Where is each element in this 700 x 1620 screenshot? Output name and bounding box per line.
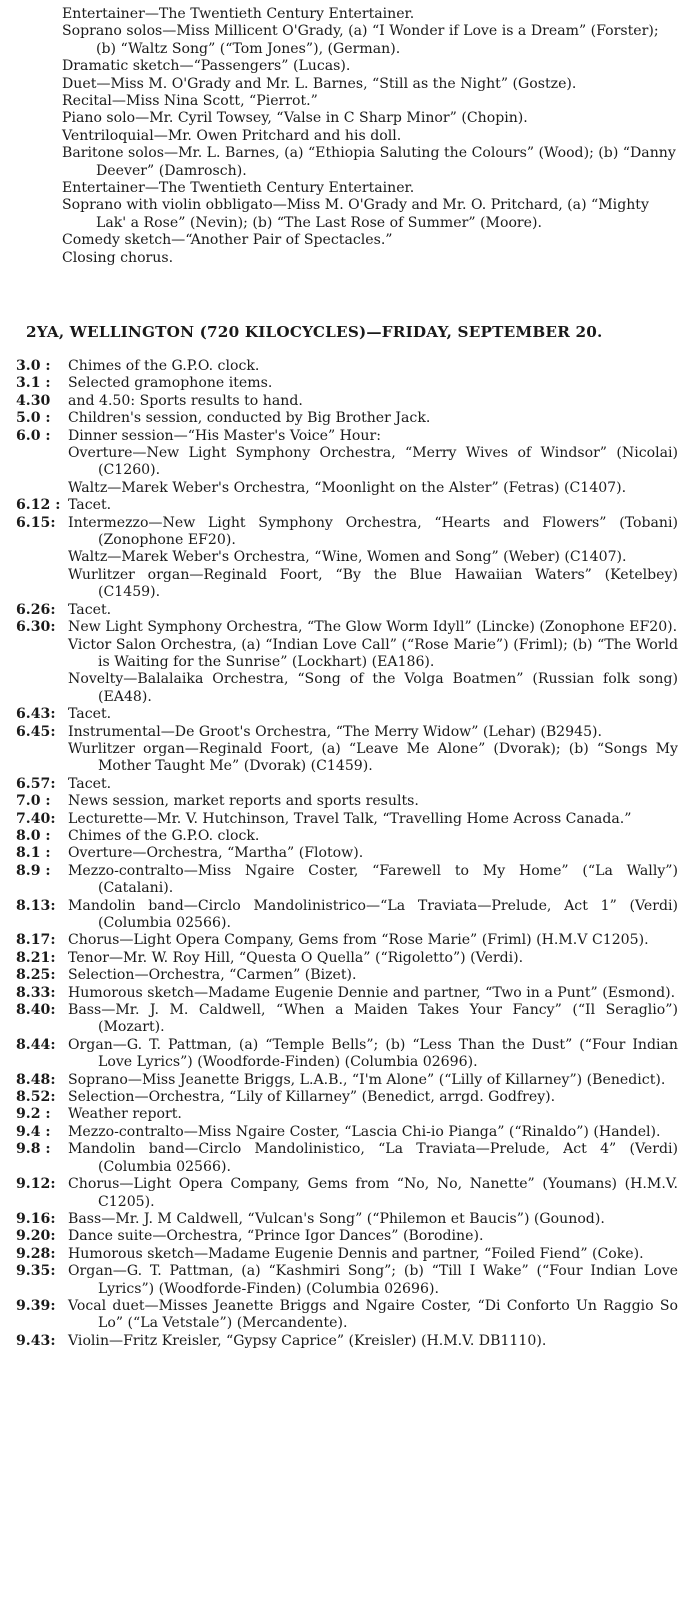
schedule-time: 6.45: xyxy=(16,723,56,740)
schedule-row xyxy=(0,950,700,967)
schedule-text: Overture—New Light Symphony Orchestra, “Merry Wives of Windsor” (Nicolai) (C1260). xyxy=(68,445,678,479)
schedule-row xyxy=(0,1298,700,1333)
schedule-list xyxy=(0,358,700,1350)
schedule-row xyxy=(0,1176,700,1211)
schedule-row xyxy=(0,410,700,427)
schedule-row xyxy=(0,741,700,776)
schedule-time: 8.33: xyxy=(16,984,56,1001)
schedule-text: Selected gramophone items. xyxy=(68,375,273,392)
schedule-text: Tenor—Mr. W. Roy Hill, “Questa O Quella” (“Rigoletto”) (Verdi). xyxy=(68,949,524,966)
schedule-time: 8.48: xyxy=(16,1071,56,1088)
schedule-text: Violin—Fritz Kreisler, “Gypsy Caprice” (Kreisler) (H.M.V. DB1110). xyxy=(68,1332,547,1349)
schedule-text: News session, market reports and sports results. xyxy=(68,793,419,810)
schedule-text: Humorous sketch—Madame Eugenie Dennis and partner, “Foiled Fiend” (Coke). xyxy=(68,1245,644,1262)
schedule-text: Instrumental—De Groot's Orchestra, “The Merry Widow” (Lehar) (B2945). xyxy=(68,723,603,740)
schedule-text: Vocal duet—Misses Jeanette Briggs and Ngaire Coster, “Di Conforto Un Raggio So Lo” (“La Vetstale”) (Mercandente). xyxy=(68,1297,678,1332)
schedule-row xyxy=(0,724,700,741)
schedule-text: Humorous sketch—Madame Eugenie Dennie and partner, “Two in a Punt” (Esmond). xyxy=(68,984,676,1001)
schedule-row xyxy=(0,1124,700,1141)
programme-item: Piano solo—Mr. Cyril Towsey, “Valse in C Sharp Minor” (Chopin). xyxy=(62,110,528,127)
schedule-row xyxy=(0,602,700,619)
schedule-time: 9.4 : xyxy=(16,1123,51,1140)
schedule-row xyxy=(0,811,700,828)
schedule-time: 8.25: xyxy=(16,967,56,984)
station-heading: 2YA, WELLINGTON (720 KILOCYCLES)—FRIDAY, SEPTEMBER 20. xyxy=(26,323,603,341)
schedule-time: 3.1 : xyxy=(16,375,51,392)
schedule-row xyxy=(0,828,700,845)
schedule-row xyxy=(0,845,700,862)
schedule-row xyxy=(0,1106,700,1123)
schedule-text: Overture—Orchestra, “Martha” (Flotow). xyxy=(68,845,364,862)
schedule-text: Tacet. xyxy=(68,601,112,618)
schedule-row xyxy=(0,1211,700,1228)
schedule-row xyxy=(0,1228,700,1245)
schedule-row xyxy=(0,1037,700,1072)
schedule-row xyxy=(0,358,700,375)
schedule-row xyxy=(0,1246,700,1263)
schedule-time: 9.43: xyxy=(16,1332,56,1349)
schedule-time: 6.15: xyxy=(16,514,56,531)
programme-item: Closing chorus. xyxy=(62,249,174,266)
schedule-text: New Light Symphony Orchestra, “The Glow Worm Idyll” (Lincke) (Zonophone EF20). xyxy=(68,619,678,636)
schedule-time: 4.30 xyxy=(16,392,51,409)
schedule-text: Mandolin band—Circlo Mandolinistrico—“La Traviata—Prelude, Act 1” (Verdi) (Columbia 02566). xyxy=(68,897,678,931)
schedule-row xyxy=(0,480,700,497)
schedule-text: Tacet. xyxy=(68,497,112,514)
schedule-time: 6.57: xyxy=(16,775,56,792)
schedule-text: Dinner session—“His Master's Voice” Hour: xyxy=(68,427,381,444)
schedule-text: Tacet. xyxy=(68,775,112,792)
schedule-row xyxy=(0,967,700,984)
schedule-time: 9.8 : xyxy=(16,1141,51,1158)
schedule-row xyxy=(0,637,700,672)
programme-item: Soprano with violin obbligato—Miss M. O'Grady and Mr. O. Pritchard, (a) “Mighty Lak' a Rose” (Nevin); (b) “The Last Rose of Summer” (Moore). xyxy=(62,197,649,231)
schedule-text: Tacet. xyxy=(68,706,112,723)
schedule-row xyxy=(0,671,700,706)
schedule-time: 8.21: xyxy=(16,949,56,966)
schedule-text: Chimes of the G.P.O. clock. xyxy=(68,358,260,374)
schedule-time: 7.40: xyxy=(16,810,56,827)
schedule-time: 9.28: xyxy=(16,1245,56,1262)
programme-item: Duet—Miss M. O'Grady and Mr. L. Barnes, “Still as the Night” (Gostze). xyxy=(62,75,577,92)
schedule-text: Chorus—Light Opera Company, Gems from “No, No, Nanette” (Youmans) (H.M.V. C1205). xyxy=(68,1176,678,1210)
schedule-row xyxy=(0,1141,700,1176)
schedule-row xyxy=(0,793,700,810)
schedule-text: Bass—Mr. J. M Caldwell, “Vulcan's Song” (“Philemon et Baucis”) (Gounod). xyxy=(68,1210,605,1227)
previous-programme-list xyxy=(0,6,700,267)
schedule-row xyxy=(0,497,700,514)
schedule-time: 3.0 : xyxy=(16,358,51,374)
schedule-text: Mandolin band—Circlo Mandolinistico, “La Traviata—Prelude, Act 4” (Verdi) (Columbia 02566). xyxy=(68,1141,678,1175)
schedule-time: 9.12: xyxy=(16,1176,56,1193)
schedule-text: Soprano—Miss Jeanette Briggs, L.A.B., “I'm Alone” (“Lilly of Killarney”) (Benedict). xyxy=(68,1071,666,1088)
schedule-time: 8.9 : xyxy=(16,862,51,879)
schedule-text: Novelty—Balalaika Orchestra, “Song of the Volga Boatmen” (Russian folk song) (EA48). xyxy=(68,671,678,705)
schedule-text: Victor Salon Orchestra, (a) “Indian Love Call” (“Rose Marie”) (Friml); (b) “The World is Waiting for the Sunrise” (Lockhart) (EA186). xyxy=(68,636,678,670)
schedule-time: 6.43: xyxy=(16,706,56,723)
schedule-time: 8.52: xyxy=(16,1089,56,1106)
schedule-row xyxy=(0,1089,700,1106)
schedule-row xyxy=(0,1333,700,1350)
programme-item: Entertainer—The Twentieth Century Entertainer. xyxy=(62,6,415,22)
schedule-row xyxy=(0,619,700,636)
programme-item: Recital—Miss Nina Scott, “Pierrot.” xyxy=(62,93,318,110)
schedule-time: 8.1 : xyxy=(16,845,51,862)
schedule-time: 6.30: xyxy=(16,619,56,636)
schedule-row xyxy=(0,776,700,793)
schedule-row xyxy=(0,515,700,550)
schedule-time: 9.39: xyxy=(16,1297,56,1314)
schedule-row xyxy=(0,428,700,445)
schedule-text: Lecturette—Mr. V. Hutchinson, Travel Talk, “Travelling Home Across Canada.” xyxy=(68,810,632,827)
schedule-row xyxy=(0,898,700,933)
schedule-time: 9.20: xyxy=(16,1228,56,1245)
schedule-text: Wurlitzer organ—Reginald Foort, “By the Blue Hawaiian Waters” (Ketelbey) (C1459). xyxy=(68,566,678,601)
schedule-time: 5.0 : xyxy=(16,410,51,427)
schedule-time: 9.35: xyxy=(16,1263,56,1280)
schedule-row xyxy=(0,567,700,602)
schedule-time: 8.44: xyxy=(16,1036,56,1053)
schedule-time: 9.2 : xyxy=(16,1106,51,1123)
programme-item: Dramatic sketch—“Passengers” (Lucas). xyxy=(62,58,351,75)
schedule-text: Mezzo-contralto—Miss Ngaire Coster, “Lascia Chi-io Pianga” (“Rinaldo”) (Handel). xyxy=(68,1123,661,1140)
schedule-text: Selection—Orchestra, “Carmen” (Bizet). xyxy=(68,967,357,984)
schedule-time: 8.0 : xyxy=(16,827,51,844)
programme-item: Ventriloquial—Mr. Owen Pritchard and his doll. xyxy=(62,127,402,144)
programme-item: Entertainer—The Twentieth Century Entertainer. xyxy=(62,180,415,197)
schedule-row xyxy=(0,375,700,392)
schedule-time: 6.26: xyxy=(16,601,56,618)
schedule-row xyxy=(0,1072,700,1089)
programme-item: Comedy sketch—“Another Pair of Spectacles.” xyxy=(62,232,393,249)
schedule-text: Chimes of the G.P.O. clock. xyxy=(68,827,260,844)
schedule-time: 8.17: xyxy=(16,932,56,949)
schedule-row xyxy=(0,706,700,723)
schedule-row xyxy=(0,932,700,949)
schedule-text: and 4.50: Sports results to hand. xyxy=(68,392,303,409)
schedule-row xyxy=(0,985,700,1002)
schedule-row xyxy=(0,1002,700,1037)
schedule-text: Waltz—Marek Weber's Orchestra, “Moonlight on the Alster” (Fetras) (C1407). xyxy=(68,479,627,496)
schedule-row xyxy=(0,549,700,566)
schedule-text: Bass—Mr. J. M. Caldwell, “When a Maiden Takes Your Fancy” (“Il Seraglio”) (Mozart). xyxy=(68,1002,678,1036)
schedule-text: Wurlitzer organ—Reginald Foort, (a) “Leave Me Alone” (Dvorak); (b) “Songs My Mother Taught Me” (Dvorak) (C1459). xyxy=(68,740,678,775)
programme-item: Baritone solos—Mr. L. Barnes, (a) “Ethiopia Saluting the Colours” (Wood); (b) “Danny Deever” (Damrosch). xyxy=(62,145,676,179)
schedule-row xyxy=(0,445,700,480)
schedule-text: Waltz—Marek Weber's Orchestra, “Wine, Women and Song” (Weber) (C1407). xyxy=(68,549,627,566)
schedule-text: Weather report. xyxy=(68,1106,182,1123)
programme-item: Soprano solos—Miss Millicent O'Grady, (a) “I Wonder if Love is a Dream” (Forster); (b) “Waltz Song” (“Tom Jones”), (German). xyxy=(62,23,659,57)
schedule-time: 9.16: xyxy=(16,1210,56,1227)
schedule-text: Dance suite—Orchestra, “Prince Igor Dances” (Borodine). xyxy=(68,1228,484,1245)
schedule-text: Organ—G. T. Pattman, (a) “Temple Bells”; (b) “Less Than the Dust” (“Four Indian Love Lyrics”) (Woodforde-Finden) (Columbia 02696). xyxy=(68,1036,678,1071)
schedule-time: 8.40: xyxy=(16,1002,56,1019)
schedule-text: Organ—G. T. Pattman, (a) “Kashmiri Song”; (b) “Till I Wake” (“Four Indian Love Lyrics”) (Woodforde-Finden) (Columbia 02696). xyxy=(68,1263,678,1297)
schedule-text: Chorus—Light Opera Company, Gems from “Rose Marie” (Friml) (H.M.V C1205). xyxy=(68,932,649,949)
schedule-time: 7.0 : xyxy=(16,793,51,810)
schedule-text: Intermezzo—New Light Symphony Orchestra, “Hearts and Flowers” (Tobani) (Zonophone EF20). xyxy=(68,514,678,549)
schedule-time: 6.12 : xyxy=(16,497,61,514)
schedule-row xyxy=(0,393,700,410)
schedule-text: Mezzo-contralto—Miss Ngaire Coster, “Farewell to My Home” (“La Wally”) (Catalani). xyxy=(68,862,678,897)
schedule-text: Selection—Orchestra, “Lily of Killarney” (Benedict, arrgd. Godfrey). xyxy=(68,1089,556,1106)
schedule-time: 8.13: xyxy=(16,897,56,914)
schedule-row xyxy=(0,1263,700,1298)
schedule-row xyxy=(0,863,700,898)
schedule-time: 6.0 : xyxy=(16,427,51,444)
schedule-text: Children's session, conducted by Big Brother Jack. xyxy=(68,410,431,427)
